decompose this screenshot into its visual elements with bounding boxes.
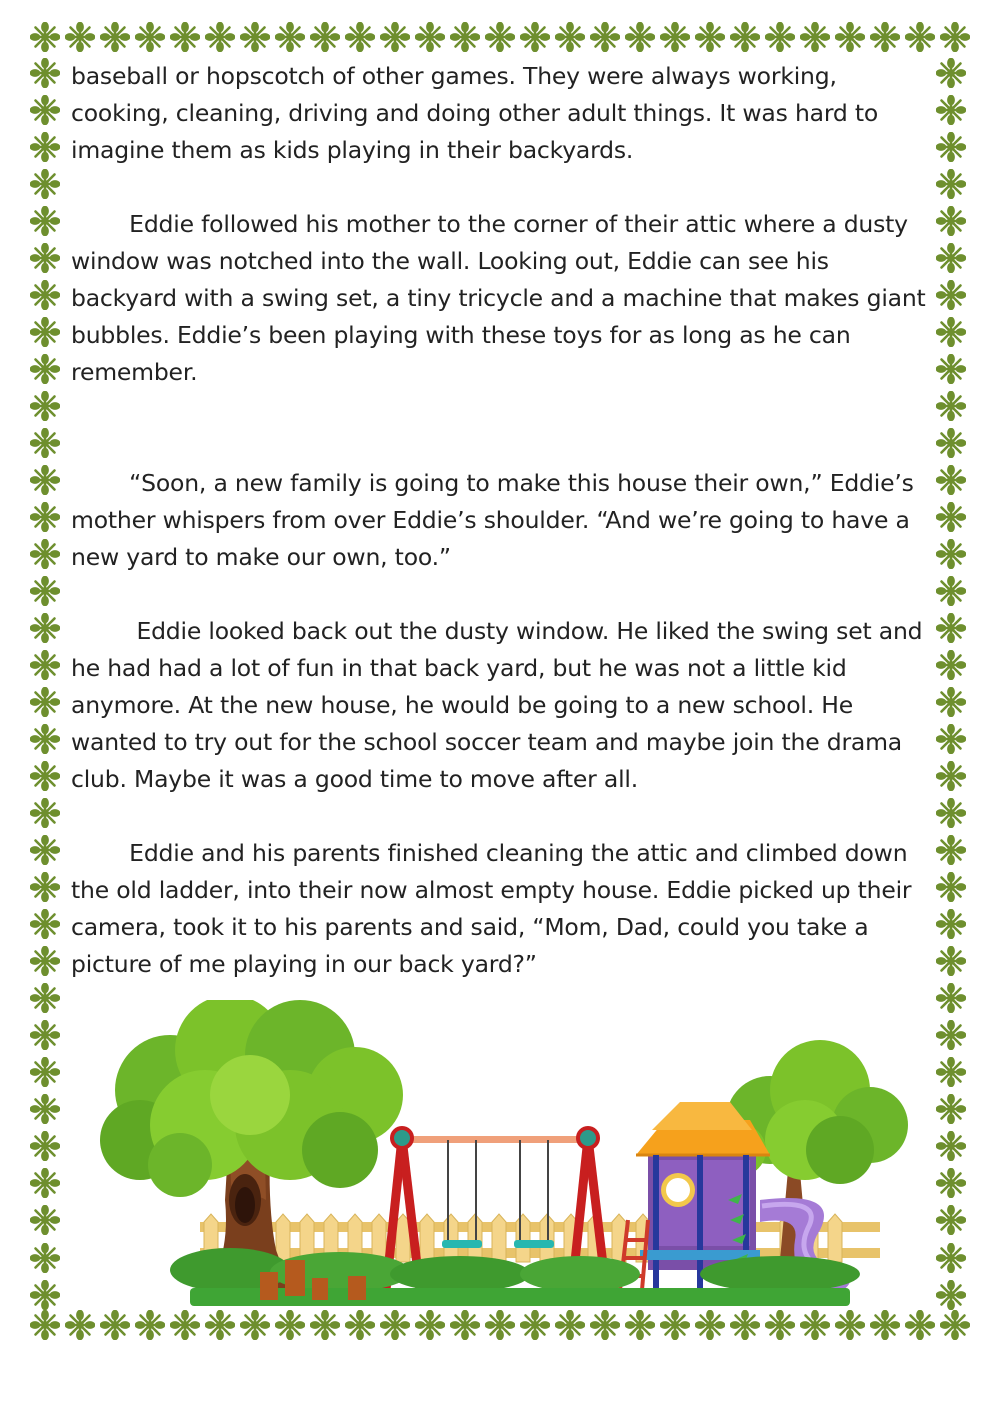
leaf-star-ornament-icon: [30, 465, 60, 495]
leaf-star-ornament-icon: [135, 22, 165, 52]
leaf-star-ornament-icon: [240, 22, 270, 52]
story-text: [71, 58, 933, 983]
leaf-star-ornament-icon: [555, 22, 585, 52]
story-paragraph: Eddie followed his mother to the corner of their attic where a dusty window was notched into the wall. Looking out, Eddie can see his backyard with a swing set, a tiny tricycle and a machine that makes giant bubbles. Eddie’s been playing with these toys for as long as he can remember.: [71, 210, 933, 386]
leaf-star-ornament-icon: [936, 317, 966, 347]
leaf-star-ornament-icon: [800, 22, 830, 52]
leaf-star-ornament-icon: [30, 58, 60, 88]
leaf-star-ornament-icon: [30, 835, 60, 865]
leaf-star-ornament-icon: [30, 946, 60, 976]
leaf-star-ornament-icon: [30, 22, 60, 52]
leaf-star-ornament-icon: [205, 22, 235, 52]
leaf-star-ornament-icon: [345, 22, 375, 52]
leaf-star-ornament-icon: [936, 724, 966, 754]
leaf-star-ornament-icon: [800, 1310, 830, 1340]
leaf-star-ornament-icon: [310, 22, 340, 52]
story-paragraph: Eddie looked back out the dusty window. He liked the swing set and he had had a lot of fun in that back yard, but he was not a little kid anymore. At the new house, he would be going to a new school. He wanted to try out for the school soccer team and maybe join the drama club. Maybe it was a good time to move after all.: [71, 617, 930, 793]
leaf-star-ornament-icon: [30, 354, 60, 384]
leaf-star-ornament-icon: [555, 1310, 585, 1340]
leaf-star-ornament-icon: [936, 576, 966, 606]
leaf-star-ornament-icon: [30, 391, 60, 421]
leaf-star-ornament-icon: [835, 1310, 865, 1340]
leaf-star-ornament-icon: [30, 1205, 60, 1235]
leaf-star-ornament-icon: [936, 1168, 966, 1198]
leaf-star-ornament-icon: [625, 1310, 655, 1340]
leaf-star-ornament-icon: [936, 909, 966, 939]
leaf-star-ornament-icon: [835, 22, 865, 52]
leaf-star-ornament-icon: [695, 1310, 725, 1340]
leaf-star-ornament-icon: [730, 22, 760, 52]
leaf-star-ornament-icon: [30, 280, 60, 310]
leaf-star-ornament-icon: [936, 502, 966, 532]
leaf-star-ornament-icon: [205, 1310, 235, 1340]
leaf-star-ornament-icon: [30, 169, 60, 199]
leaf-star-ornament-icon: [940, 22, 970, 52]
leaf-star-ornament-icon: [30, 1243, 60, 1273]
leaf-star-ornament-icon: [415, 1310, 445, 1340]
leaf-star-ornament-icon: [30, 798, 60, 828]
leaf-star-ornament-icon: [936, 428, 966, 458]
leaf-star-ornament-icon: [936, 798, 966, 828]
leaf-star-ornament-icon: [870, 22, 900, 52]
decorative-border-bottom: [30, 1310, 970, 1346]
leaf-star-ornament-icon: [30, 1057, 60, 1087]
leaf-star-ornament-icon: [135, 1310, 165, 1340]
leaf-star-ornament-icon: [936, 1057, 966, 1087]
leaf-star-ornament-icon: [936, 613, 966, 643]
leaf-star-ornament-icon: [905, 22, 935, 52]
leaf-star-ornament-icon: [936, 1280, 966, 1310]
leaf-star-ornament-icon: [936, 58, 966, 88]
leaf-star-ornament-icon: [936, 687, 966, 717]
leaf-star-ornament-icon: [625, 22, 655, 52]
leaf-star-ornament-icon: [65, 22, 95, 52]
story-paragraph: baseball or hopscotch of other games. They were always working, cooking, cleaning, driving and doing other adult things. It was hard to imagine them as kids playing in their backyards.: [71, 62, 886, 164]
leaf-star-ornament-icon: [936, 280, 966, 310]
leaf-star-ornament-icon: [30, 687, 60, 717]
leaf-star-ornament-icon: [30, 724, 60, 754]
leaf-star-ornament-icon: [30, 1310, 60, 1340]
leaf-star-ornament-icon: [30, 206, 60, 236]
leaf-star-ornament-icon: [936, 761, 966, 791]
leaf-star-ornament-icon: [30, 132, 60, 162]
leaf-star-ornament-icon: [520, 1310, 550, 1340]
leaf-star-ornament-icon: [936, 169, 966, 199]
leaf-star-ornament-icon: [936, 650, 966, 680]
leaf-star-ornament-icon: [30, 613, 60, 643]
leaf-star-ornament-icon: [30, 1094, 60, 1124]
leaf-star-ornament-icon: [100, 1310, 130, 1340]
leaf-star-ornament-icon: [936, 1243, 966, 1273]
leaf-star-ornament-icon: [30, 539, 60, 569]
leaf-star-ornament-icon: [590, 1310, 620, 1340]
leaf-star-ornament-icon: [380, 1310, 410, 1340]
leaf-star-ornament-icon: [936, 1020, 966, 1050]
leaf-star-ornament-icon: [936, 95, 966, 125]
leaf-star-ornament-icon: [485, 22, 515, 52]
leaf-star-ornament-icon: [30, 650, 60, 680]
leaf-star-ornament-icon: [65, 1310, 95, 1340]
leaf-star-ornament-icon: [30, 1020, 60, 1050]
leaf-star-ornament-icon: [660, 22, 690, 52]
leaf-star-ornament-icon: [380, 22, 410, 52]
leaf-star-ornament-icon: [310, 1310, 340, 1340]
leaf-star-ornament-icon: [936, 354, 966, 384]
leaf-star-ornament-icon: [30, 872, 60, 902]
leaf-star-ornament-icon: [485, 1310, 515, 1340]
leaf-star-ornament-icon: [905, 1310, 935, 1340]
leaf-star-ornament-icon: [660, 1310, 690, 1340]
leaf-star-ornament-icon: [30, 1168, 60, 1198]
leaf-star-ornament-icon: [275, 1310, 305, 1340]
leaf-star-ornament-icon: [450, 1310, 480, 1340]
leaf-star-ornament-icon: [936, 1131, 966, 1161]
leaf-star-ornament-icon: [695, 22, 725, 52]
leaf-star-ornament-icon: [275, 22, 305, 52]
picket-fence: [200, 1214, 880, 1262]
leaf-star-ornament-icon: [936, 206, 966, 236]
leaf-star-ornament-icon: [30, 243, 60, 273]
decorative-border-left: [30, 58, 66, 1310]
leaf-star-ornament-icon: [170, 22, 200, 52]
leaf-star-ornament-icon: [936, 835, 966, 865]
leaf-star-ornament-icon: [765, 1310, 795, 1340]
leaf-star-ornament-icon: [936, 465, 966, 495]
leaf-star-ornament-icon: [30, 983, 60, 1013]
leaf-star-ornament-icon: [30, 1280, 60, 1310]
leaf-star-ornament-icon: [936, 391, 966, 421]
leaf-star-ornament-icon: [936, 872, 966, 902]
leaf-star-ornament-icon: [936, 983, 966, 1013]
leaf-star-ornament-icon: [520, 22, 550, 52]
leaf-star-ornament-icon: [936, 1205, 966, 1235]
leaf-star-ornament-icon: [30, 761, 60, 791]
story-paragraph: Eddie and his parents finished cleaning the attic and climbed down the old ladder, into their now almost empty house. Eddie picked up their camera, took it to his parents and said, “Mom, Dad, could you take a picture of me playing in our back yard?”: [71, 839, 919, 978]
decorative-border-top: [30, 22, 970, 58]
leaf-star-ornament-icon: [590, 22, 620, 52]
leaf-star-ornament-icon: [936, 539, 966, 569]
leaf-star-ornament-icon: [345, 1310, 375, 1340]
leaf-star-ornament-icon: [30, 1131, 60, 1161]
leaf-star-ornament-icon: [30, 502, 60, 532]
leaf-star-ornament-icon: [30, 428, 60, 458]
leaf-star-ornament-icon: [415, 22, 445, 52]
leaf-star-ornament-icon: [30, 909, 60, 939]
leaf-star-ornament-icon: [30, 576, 60, 606]
leaf-star-ornament-icon: [870, 1310, 900, 1340]
decorative-border-right: [936, 58, 972, 1310]
leaf-star-ornament-icon: [30, 317, 60, 347]
leaf-star-ornament-icon: [30, 95, 60, 125]
leaf-star-ornament-icon: [100, 22, 130, 52]
leaf-star-ornament-icon: [940, 1310, 970, 1340]
leaf-star-ornament-icon: [936, 1094, 966, 1124]
leaf-star-ornament-icon: [936, 243, 966, 273]
leaf-star-ornament-icon: [240, 1310, 270, 1340]
leaf-star-ornament-icon: [936, 946, 966, 976]
backyard-playground-illustration: [80, 1000, 920, 1310]
leaf-star-ornament-icon: [730, 1310, 760, 1340]
leaf-star-ornament-icon: [450, 22, 480, 52]
story-paragraph: “Soon, a new family is going to make this house their own,” Eddie’s mother whispers from over Eddie’s shoulder. “And we’re going to have a new yard to make our own, too.”: [71, 469, 921, 571]
leaf-star-ornament-icon: [936, 132, 966, 162]
leaf-star-ornament-icon: [170, 1310, 200, 1340]
leaf-star-ornament-icon: [765, 22, 795, 52]
